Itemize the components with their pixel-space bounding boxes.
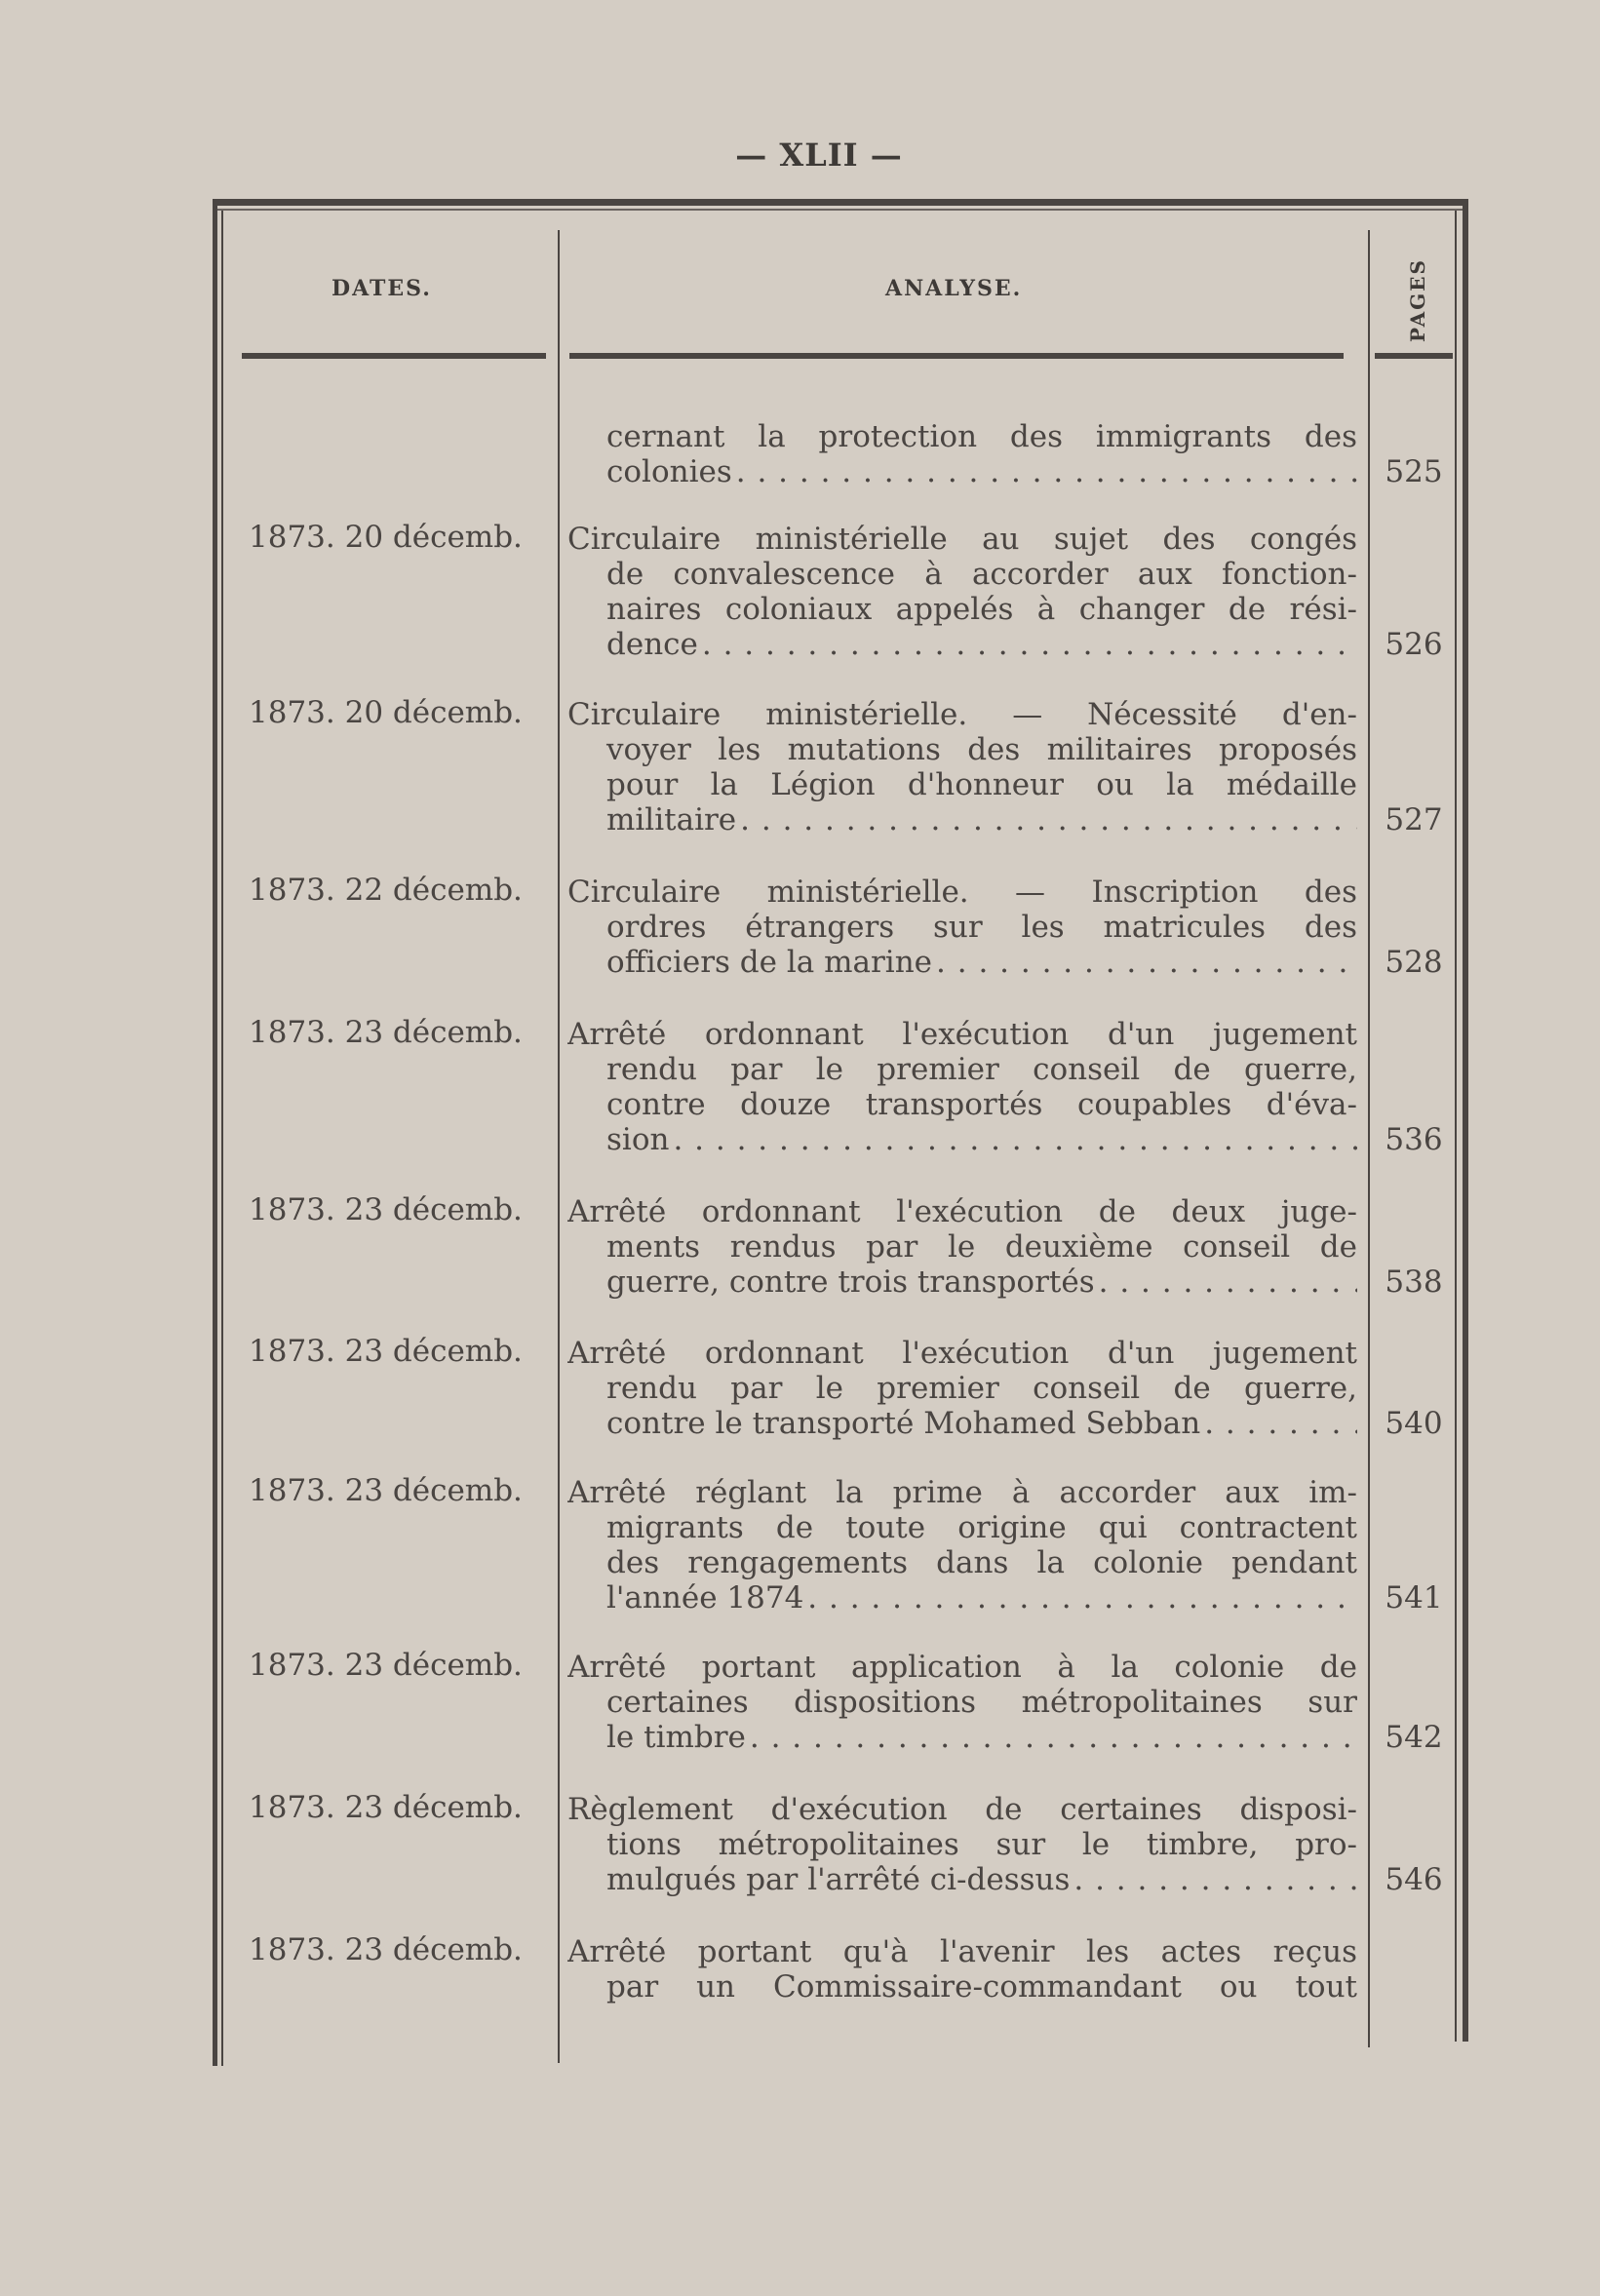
header-rule-analyse [569, 353, 1344, 359]
column-divider-pages [1368, 230, 1370, 2047]
analysis-line [567, 1827, 1357, 1862]
entry-page-number: 540 [1385, 1406, 1443, 1441]
analysis-line-text: le timbre [606, 1720, 746, 1755]
analysis-line [567, 557, 1357, 592]
analysis-line [567, 1862, 1357, 1897]
dot-leader [702, 627, 1357, 662]
analysis-line-text: naires coloniaux appelés à changer de rési- [606, 592, 1357, 627]
analysis-line-text: Arrêté ordonnant l'exécution d'un jugement [567, 1017, 1357, 1052]
analysis-line-text: mulgués par l'arrêté ci-dessus [606, 1862, 1071, 1897]
analysis-line [567, 1406, 1357, 1441]
analysis-line [567, 697, 1357, 732]
analysis-line-text: Circulaire ministérielle. — Nécessité d'en- [567, 697, 1357, 732]
dot-leader [807, 1580, 1357, 1615]
entry-date: 1873. 23 décemb. [249, 1334, 523, 1369]
analysis-line-text: contre douze transportés coupables d'éva- [606, 1087, 1357, 1122]
analysis-line [567, 1969, 1357, 2004]
analysis-line [567, 419, 1357, 454]
entry-page-number: 525 [1385, 454, 1443, 489]
analysis-line [567, 1229, 1357, 1265]
analysis-line-text: sion [606, 1122, 670, 1157]
analysis-line-text: officiers de la marine [606, 945, 933, 980]
analysis-line-text: dence [606, 627, 698, 662]
analysis-line [567, 1934, 1357, 1969]
analysis-line-text: Règlement d'exécution de certaines disposi- [567, 1792, 1357, 1827]
right-border-outer [1463, 199, 1468, 2042]
entry-page-number: 528 [1385, 945, 1443, 980]
analysis-line-text: rendu par le premier conseil de guerre, [606, 1371, 1357, 1406]
entry-page-number: 526 [1385, 627, 1443, 662]
analysis-line-text: de convalescence à accorder aux fonction- [606, 557, 1357, 592]
dot-leader [740, 802, 1357, 837]
entry-date: 1873. 23 décemb. [249, 1932, 523, 1967]
analysis-line-text: ments rendus par le deuxième conseil de [606, 1229, 1357, 1265]
entry-page-number: 538 [1385, 1265, 1443, 1300]
entry-page-number: 542 [1385, 1720, 1443, 1755]
entry-date: 1873. 23 décemb. [249, 1015, 523, 1050]
dot-leader [1073, 1862, 1357, 1897]
entry-page-number: 546 [1385, 1862, 1443, 1897]
top-double-rule [215, 199, 1467, 206]
dot-leader [1204, 1406, 1357, 1441]
column-divider-dates [558, 230, 560, 2063]
analysis-line [567, 627, 1357, 662]
analysis-line [567, 1545, 1357, 1580]
dot-leader [736, 454, 1357, 489]
entry-page-number: 536 [1385, 1122, 1443, 1157]
entry-date: 1873. 23 décemb. [249, 1192, 523, 1227]
entry-analysis [567, 1650, 1357, 1755]
analysis-line-text: militaire [606, 802, 737, 837]
analysis-line-text: Arrêté ordonnant l'exécution d'un jugement [567, 1336, 1357, 1371]
analysis-line [567, 1720, 1357, 1755]
entry-analysis [567, 1194, 1357, 1300]
analysis-line [567, 1685, 1357, 1720]
header-rule-pages [1375, 353, 1453, 359]
dot-leader [673, 1122, 1357, 1157]
entry-date: 1873. 20 décemb. [249, 520, 523, 555]
analysis-line-text: l'année 1874 [606, 1580, 804, 1615]
analysis-line-text: cernant la protection des immigrants des [606, 419, 1357, 454]
analysis-line-text: pour la Légion d'honneur ou la médaille [606, 767, 1357, 802]
header-pages: PAGES [1406, 258, 1429, 342]
analysis-line-text: Arrêté portant qu'à l'avenir les actes reçus [567, 1934, 1357, 1969]
left-border-outer [213, 199, 217, 2066]
entry-analysis [567, 1792, 1357, 1897]
analysis-line [567, 802, 1357, 837]
dot-leader [936, 945, 1357, 980]
entry-page-number: 527 [1385, 802, 1443, 837]
analysis-line [567, 732, 1357, 767]
entry-date: 1873. 22 décemb. [249, 873, 523, 908]
page-folio: — XLII — [735, 136, 903, 174]
analysis-line-text: migrants de toute origine qui contractent [606, 1510, 1357, 1545]
entry-analysis [567, 522, 1357, 662]
top-thin-rule [215, 209, 1467, 211]
analysis-line-text: certaines dispositions métropolitaines sur [606, 1685, 1357, 1720]
analysis-line [567, 875, 1357, 910]
analysis-line-text: par un Commissaire-commandant ou tout [606, 1969, 1357, 2004]
analysis-line [567, 1087, 1357, 1122]
analysis-line [567, 910, 1357, 945]
entry-analysis [567, 1017, 1357, 1157]
entry-date: 1873. 20 décemb. [249, 695, 523, 730]
entry-analysis [567, 1934, 1357, 2004]
entry-analysis [567, 1336, 1357, 1441]
analysis-line-text: contre le transporté Mohamed Sebban [606, 1406, 1201, 1441]
analysis-line [567, 454, 1357, 489]
analysis-line [567, 1194, 1357, 1229]
analysis-line-text: rendu par le premier conseil de guerre, [606, 1052, 1357, 1087]
entry-analysis [567, 419, 1357, 489]
analysis-line-text: tions métropolitaines sur le timbre, pro- [606, 1827, 1357, 1862]
entry-page-number: 541 [1385, 1580, 1443, 1615]
dot-leader [750, 1720, 1357, 1755]
entry-date: 1873. 23 décemb. [249, 1648, 523, 1683]
analysis-line [567, 945, 1357, 980]
analysis-line [567, 1475, 1357, 1510]
analysis-line [567, 592, 1357, 627]
header-analyse: ANALYSE. [885, 276, 1023, 301]
analysis-line [567, 767, 1357, 802]
analysis-line-text: colonies [606, 454, 732, 489]
header-dates: DATES. [332, 276, 432, 301]
analysis-line [567, 1122, 1357, 1157]
analysis-line [567, 1580, 1357, 1615]
analysis-line [567, 1371, 1357, 1406]
analysis-line-text: des rengagements dans la colonie pendant [606, 1545, 1357, 1580]
analysis-line [567, 1792, 1357, 1827]
analysis-line-text: guerre, contre trois transportés [606, 1265, 1095, 1300]
analysis-line [567, 522, 1357, 557]
analysis-line-text: Arrêté portant application à la colonie de [567, 1650, 1357, 1685]
header-rule-dates [242, 353, 546, 359]
entry-date: 1873. 23 décemb. [249, 1790, 523, 1825]
dot-leader [1099, 1265, 1357, 1300]
entry-analysis [567, 875, 1357, 980]
analysis-line [567, 1650, 1357, 1685]
entry-date: 1873. 23 décemb. [249, 1473, 523, 1508]
analysis-line [567, 1052, 1357, 1087]
analysis-line [567, 1336, 1357, 1371]
analysis-line-text: Arrêté réglant la prime à accorder aux im- [567, 1475, 1357, 1510]
right-border-inner [1455, 211, 1457, 2042]
analysis-line-text: Circulaire ministérielle au sujet des congés [567, 522, 1357, 557]
analysis-line-text: voyer les mutations des militaires proposés [606, 732, 1357, 767]
analysis-line-text: Arrêté ordonnant l'exécution de deux juge- [567, 1194, 1357, 1229]
analysis-line [567, 1265, 1357, 1300]
analysis-line [567, 1017, 1357, 1052]
analysis-line [567, 1510, 1357, 1545]
analysis-line-text: Circulaire ministérielle. — Inscription des [567, 875, 1357, 910]
entry-analysis [567, 697, 1357, 837]
left-border-inner [221, 211, 223, 2066]
analysis-line-text: ordres étrangers sur les matricules des [606, 910, 1357, 945]
entry-analysis [567, 1475, 1357, 1615]
